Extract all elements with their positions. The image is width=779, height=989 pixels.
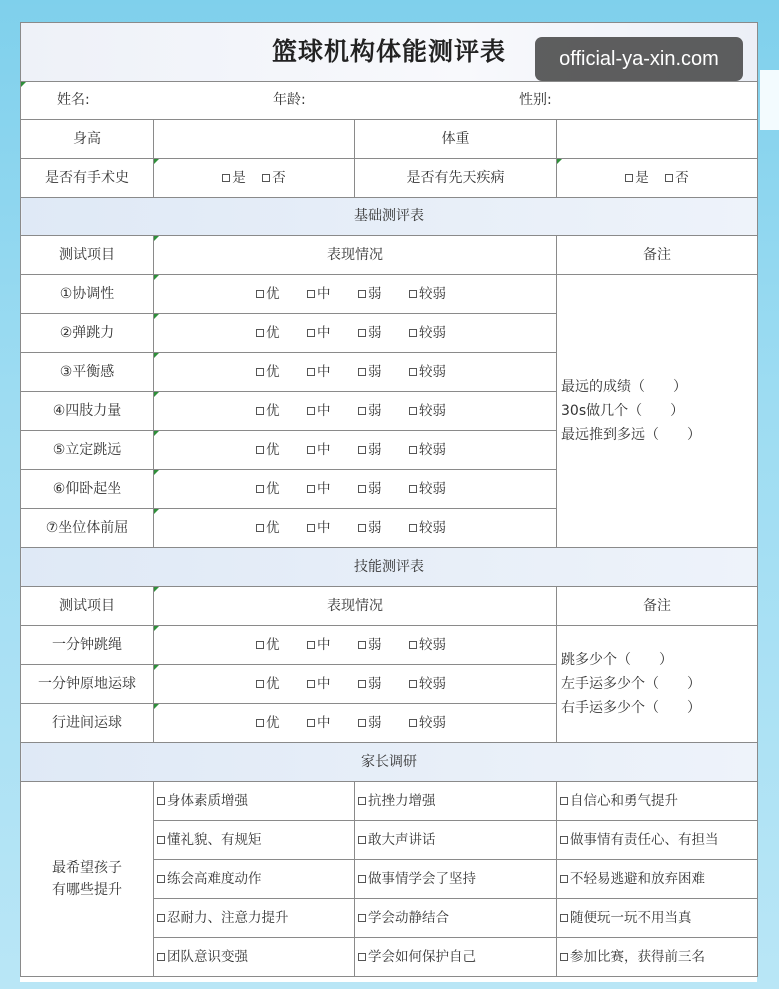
rating-option[interactable]: 优 [256, 636, 307, 654]
rating-option[interactable]: 中 [307, 675, 358, 693]
skill-row [21, 626, 758, 665]
parent-option[interactable]: 不轻易逃避和放弃困难 [557, 860, 758, 899]
parent-question-line: 最希望孩子 [52, 860, 122, 876]
parent-option[interactable]: 学会动静结合 [355, 899, 557, 938]
rating-options [154, 675, 556, 693]
surgery-yes-option[interactable]: 是 [222, 169, 246, 187]
basic-header-row [21, 236, 758, 275]
rating-option[interactable]: 中 [307, 363, 358, 381]
checkbox-icon [157, 953, 165, 961]
weight-value-cell[interactable] [557, 120, 758, 159]
gender-label: 性别: [519, 92, 552, 109]
basic-col-item: 测试项目 [21, 236, 154, 275]
parent-option[interactable]: 学会如何保护自己 [355, 938, 557, 977]
checkbox-icon [307, 719, 315, 727]
checkbox-icon [409, 329, 417, 337]
medical-history-row [21, 159, 758, 198]
checkbox-icon [358, 875, 366, 883]
basic-note-line: 最远推到多远（ ） [561, 427, 701, 443]
checkbox-icon [307, 446, 315, 454]
rating-option[interactable]: 弱 [358, 441, 409, 459]
body-measure-row [21, 120, 758, 159]
checkbox-icon [256, 290, 264, 298]
skill-section-title: 技能测评表 [21, 548, 758, 587]
checkbox-icon [157, 875, 165, 883]
checkbox-icon [560, 914, 568, 922]
checkbox-icon [307, 524, 315, 532]
congenital-yes-option[interactable]: 是 [625, 169, 649, 187]
rating-option[interactable]: 优 [256, 363, 307, 381]
basic-col-note: 备注 [557, 236, 758, 275]
assessment-sheet [20, 22, 757, 982]
rating-option[interactable]: 较弱 [409, 519, 460, 537]
basic-item-label: ①协调性 [21, 275, 154, 314]
checkbox-icon [358, 524, 366, 532]
page-title: 篮球机构体能测评表 [21, 23, 758, 82]
skill-item-label: 一分钟跳绳 [21, 626, 154, 665]
personal-info-row [21, 82, 758, 120]
rating-option[interactable]: 弱 [358, 363, 409, 381]
rating-options [154, 285, 556, 303]
basic-notes [557, 275, 758, 548]
checkbox-icon [256, 368, 264, 376]
surgery-no-option[interactable]: 否 [262, 169, 286, 187]
rating-option[interactable]: 弱 [358, 480, 409, 498]
rating-option[interactable]: 较弱 [409, 675, 460, 693]
checkbox-icon [560, 836, 568, 844]
rating-option[interactable]: 弱 [358, 675, 409, 693]
rating-option[interactable]: 优 [256, 519, 307, 537]
checkbox-icon [358, 914, 366, 922]
checkbox-icon [409, 641, 417, 649]
parent-option[interactable]: 参加比赛，获得前三名 [557, 938, 758, 977]
rating-options [154, 363, 556, 381]
surgery-label: 是否有手术史 [21, 159, 154, 198]
checkbox-icon [358, 797, 366, 805]
rating-option[interactable]: 较弱 [409, 285, 460, 303]
checkbox-icon [256, 641, 264, 649]
parent-option[interactable]: 忍耐力、注意力提升 [154, 899, 355, 938]
rating-option[interactable]: 优 [256, 402, 307, 420]
checkbox-icon [560, 875, 568, 883]
checkbox-icon [307, 368, 315, 376]
rating-options [154, 480, 556, 498]
basic-item-label: ④四肢力量 [21, 392, 154, 431]
checkbox-icon [256, 680, 264, 688]
parent-option[interactable]: 抗挫力增强 [355, 782, 557, 821]
skill-note-line: 跳多少个（ ） [561, 652, 673, 668]
checkbox-icon [409, 524, 417, 532]
checkbox-icon [307, 680, 315, 688]
rating-option[interactable]: 较弱 [409, 324, 460, 342]
checkbox-icon [409, 368, 417, 376]
checkbox-icon [307, 485, 315, 493]
checkbox-icon [358, 446, 366, 454]
basic-note-line: 30s做几个（ ） [561, 403, 685, 419]
checkbox-icon [409, 680, 417, 688]
rating-option[interactable]: 较弱 [409, 402, 460, 420]
rating-options [154, 402, 556, 420]
congenital-label: 是否有先天疾病 [355, 159, 557, 198]
rating-option[interactable]: 弱 [358, 324, 409, 342]
rating-option[interactable]: 较弱 [409, 480, 460, 498]
rating-option[interactable]: 中 [307, 441, 358, 459]
checkbox-icon [262, 174, 270, 182]
checkbox-icon [358, 836, 366, 844]
basic-item-label: ③平衡感 [21, 353, 154, 392]
parent-option[interactable]: 敢大声讲话 [355, 821, 557, 860]
skill-note-line: 右手运多少个（ ） [561, 700, 701, 716]
basic-section-title: 基础测评表 [21, 198, 758, 236]
checkbox-icon [307, 290, 315, 298]
rating-option[interactable]: 弱 [358, 519, 409, 537]
height-value-cell[interactable] [154, 120, 355, 159]
skill-col-note: 备注 [557, 587, 758, 626]
congenital-options [557, 159, 758, 198]
basic-item-label: ⑥仰卧起坐 [21, 470, 154, 509]
checkbox-icon [307, 407, 315, 415]
rating-options [154, 519, 556, 537]
rating-option[interactable]: 优 [256, 441, 307, 459]
rating-option[interactable]: 弱 [358, 402, 409, 420]
checkbox-icon [358, 290, 366, 298]
rating-option[interactable]: 优 [256, 714, 307, 732]
parent-section-title: 家长调研 [21, 743, 758, 782]
rating-option[interactable]: 较弱 [409, 441, 460, 459]
rating-option[interactable]: 中 [307, 480, 358, 498]
rating-option[interactable]: 中 [307, 285, 358, 303]
rating-option[interactable]: 优 [256, 324, 307, 342]
parent-option[interactable]: 随便玩一玩不用当真 [557, 899, 758, 938]
rating-options [154, 324, 556, 342]
checkbox-icon [358, 953, 366, 961]
age-label: 年龄: [273, 92, 306, 109]
checkbox-icon [358, 719, 366, 727]
rating-option[interactable]: 中 [307, 519, 358, 537]
parent-option[interactable]: 懂礼貌、有规矩 [154, 821, 355, 860]
rating-option[interactable]: 中 [307, 714, 358, 732]
rating-option[interactable]: 弱 [358, 714, 409, 732]
checkbox-icon [625, 174, 633, 182]
skill-item-label: 行进间运球 [21, 704, 154, 743]
checkbox-icon [256, 329, 264, 337]
basic-row [21, 275, 758, 314]
parent-option[interactable]: 练会高难度动作 [154, 860, 355, 899]
checkbox-icon [358, 407, 366, 415]
assessment-table [20, 22, 758, 977]
rating-option[interactable]: 优 [256, 675, 307, 693]
rating-option[interactable]: 优 [256, 285, 307, 303]
rating-options [154, 636, 556, 654]
checkbox-icon [358, 368, 366, 376]
background-card-edge [760, 70, 779, 130]
rating-option[interactable]: 弱 [358, 636, 409, 654]
watermark-badge: official-ya-xin.com [535, 37, 743, 81]
parent-option[interactable]: 自信心和勇气提升 [557, 782, 758, 821]
skill-header-row [21, 587, 758, 626]
rating-option[interactable]: 较弱 [409, 714, 460, 732]
rating-options [154, 714, 556, 732]
checkbox-icon [256, 407, 264, 415]
basic-item-label: ⑤立定跳远 [21, 431, 154, 470]
basic-note-line: 最远的成绩（ ） [561, 379, 687, 395]
checkbox-icon [256, 524, 264, 532]
checkbox-icon [665, 174, 673, 182]
checkbox-icon [409, 407, 417, 415]
skill-col-perf: 表现情况 [154, 587, 557, 626]
rating-option[interactable]: 弱 [358, 285, 409, 303]
checkbox-icon [409, 446, 417, 454]
basic-item-label: ②弹跳力 [21, 314, 154, 353]
rating-option[interactable]: 中 [307, 324, 358, 342]
checkbox-icon [358, 641, 366, 649]
parent-question-line: 有哪些提升 [52, 882, 122, 898]
checkbox-icon [358, 485, 366, 493]
checkbox-icon [157, 836, 165, 844]
checkbox-icon [157, 914, 165, 922]
congenital-no-option[interactable]: 否 [665, 169, 689, 187]
skill-col-item: 测试项目 [21, 587, 154, 626]
rating-option[interactable]: 较弱 [409, 636, 460, 654]
checkbox-icon [256, 719, 264, 727]
rating-options [154, 441, 556, 459]
skill-note-line: 左手运多少个（ ） [561, 676, 701, 692]
parent-option-row [21, 782, 758, 821]
weight-label: 体重 [355, 120, 557, 159]
checkbox-icon [358, 329, 366, 337]
skill-notes [557, 626, 758, 743]
checkbox-icon [409, 290, 417, 298]
parent-option[interactable]: 做事情有责任心、有担当 [557, 821, 758, 860]
height-label: 身高 [21, 120, 154, 159]
checkbox-icon [307, 641, 315, 649]
checkbox-icon [560, 797, 568, 805]
rating-option[interactable]: 中 [307, 402, 358, 420]
rating-option[interactable]: 优 [256, 480, 307, 498]
name-label: 姓名: [57, 92, 90, 109]
checkbox-icon [358, 680, 366, 688]
surgery-options [154, 159, 355, 198]
parent-option[interactable]: 团队意识变强 [154, 938, 355, 977]
checkbox-icon [409, 485, 417, 493]
parent-option[interactable]: 做事情学会了坚持 [355, 860, 557, 899]
checkbox-icon [256, 485, 264, 493]
rating-option[interactable]: 较弱 [409, 363, 460, 381]
checkbox-icon [409, 719, 417, 727]
basic-col-perf: 表现情况 [154, 236, 557, 275]
skill-item-label: 一分钟原地运球 [21, 665, 154, 704]
checkbox-icon [256, 446, 264, 454]
checkbox-icon [307, 329, 315, 337]
rating-option[interactable]: 中 [307, 636, 358, 654]
parent-question [21, 782, 154, 977]
checkbox-icon [560, 953, 568, 961]
checkbox-icon [222, 174, 230, 182]
checkbox-icon [157, 797, 165, 805]
parent-option[interactable]: 身体素质增强 [154, 782, 355, 821]
basic-item-label: ⑦坐位体前屈 [21, 509, 154, 548]
